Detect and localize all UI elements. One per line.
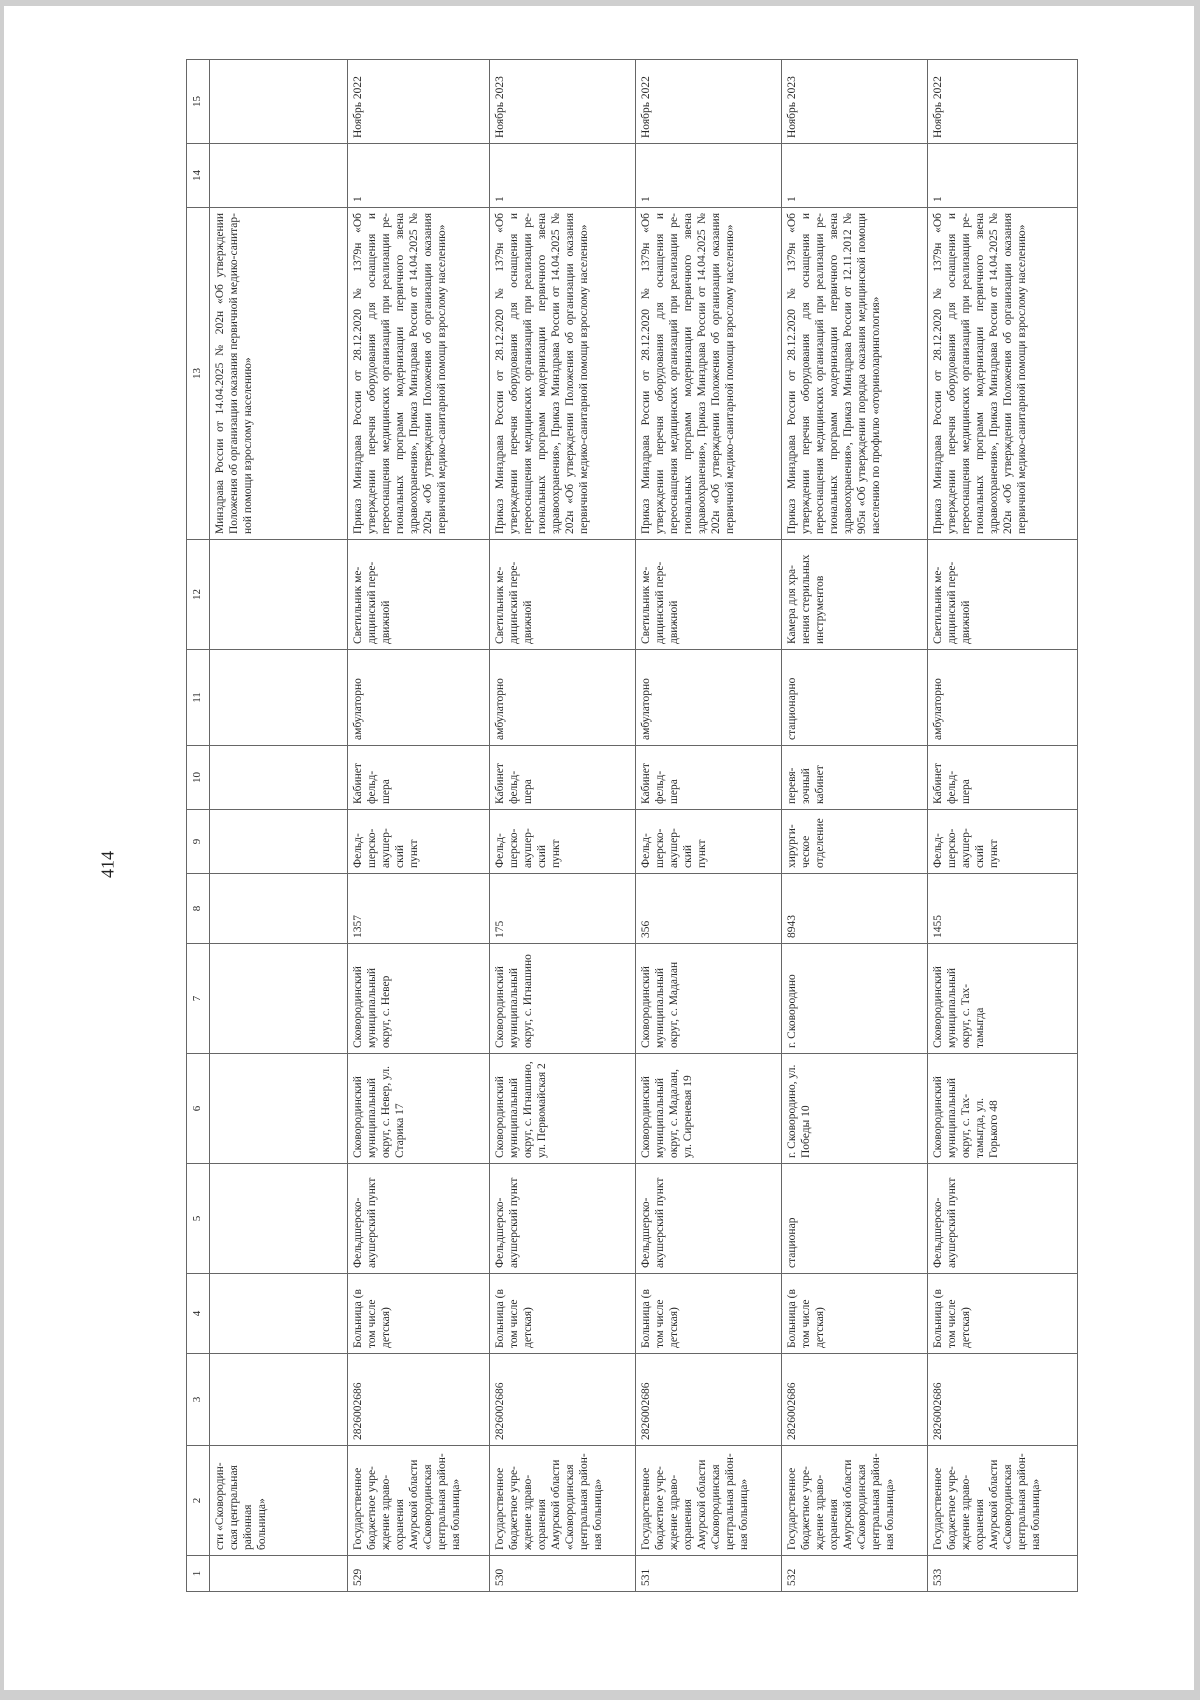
cell-care-mode: амбулаторно [928, 650, 1078, 746]
cell-date: Ноябрь 2023 [490, 60, 636, 144]
cell-organization: Государственное бюджетное учреждение здравоохранения Амурской области «Сковородинская центральная районная больница» [490, 1446, 636, 1556]
column-number: 5 [187, 1164, 210, 1274]
column-number: 10 [187, 746, 210, 810]
cell-empty [210, 144, 348, 208]
cell-care-mode: стационарно [782, 650, 928, 746]
cell-legal-basis: Приказ Минздрава России от 28.12.2020 № 1379н «Об утверждении перечня оборудования для оснащения и переоснащения медицинских организаций при реализации региональных программ модернизации первичного звена здравоохранения», Приказ Минздрава России от 14.04.2025 № 202н «Об утверждении Положения об организации оказания первичной медико-санитарной помощи взрослому населению» [636, 208, 782, 540]
cell-department: хирургическое отделение [782, 810, 928, 874]
column-number: 11 [187, 650, 210, 746]
cell-equipment: Светильник медицинский передвижной [490, 540, 636, 650]
cell-empty [210, 540, 348, 650]
cell-room: Кабинет фельдшера [490, 746, 636, 810]
cell-row-number [210, 1556, 348, 1592]
cell-empty [210, 650, 348, 746]
column-number: 13 [187, 208, 210, 540]
cell-inn: 2826002686 [782, 1354, 928, 1446]
document-page [4, 6, 1194, 1690]
cell-address: Сковородинский муниципальный округ, с. Невер, ул. Старика 17 [348, 1054, 490, 1164]
column-number: 9 [187, 810, 210, 874]
cell-row-number: 531 [636, 1556, 782, 1592]
cell-date [210, 60, 348, 144]
cell-facility-type: Больница (в том числе детская) [490, 1274, 636, 1354]
cell-legal-basis: Минздрава России от 14.04.2025 № 202н «Об утверждении Положения об организации оказания первичной медико-санитарной помощи взрослому населению» [210, 208, 348, 540]
cell-empty [210, 810, 348, 874]
cell-empty [210, 944, 348, 1054]
cell-room: Кабинет фельдшера [348, 746, 490, 810]
table-row [782, 60, 928, 1592]
rotated-table-container [186, 60, 1058, 1592]
column-number: 7 [187, 944, 210, 1054]
column-number: 2 [187, 1446, 210, 1556]
cell-quantity: 1 [348, 144, 490, 208]
cell-population: 8943 [782, 874, 928, 944]
cell-empty [210, 1354, 348, 1446]
cell-unit: Фельдшерско-акушерский пункт [928, 1164, 1078, 1274]
continued-row [210, 60, 348, 1592]
cell-inn: 2826002686 [490, 1354, 636, 1446]
cell-row-number: 529 [348, 1556, 490, 1592]
cell-organization: Государственное бюджетное учреждение здравоохранения Амурской области «Сковородинская центральная районная больница» [348, 1446, 490, 1556]
cell-facility-type: Больница (в том числе детская) [636, 1274, 782, 1354]
cell-date: Ноябрь 2022 [928, 60, 1078, 144]
column-number: 8 [187, 874, 210, 944]
cell-organization: Государственное бюджетное учреждение здравоохранения Амурской области «Сковородинская центральная районная больница» [782, 1446, 928, 1556]
cell-inn: 2826002686 [636, 1354, 782, 1446]
cell-organization: Государственное бюджетное учреждение здравоохранения Амурской области «Сковородинская центральная районная больница» [928, 1446, 1078, 1556]
cell-locality: г. Сковородино [782, 944, 928, 1054]
cell-address: Сковородинский муниципальный округ, с. Игнашино, ул. Первомайская 2 [490, 1054, 636, 1164]
cell-room: перевязочный кабинет [782, 746, 928, 810]
cell-legal-basis: Приказ Минздрава России от 28.12.2020 № 1379н «Об утверждении перечня оборудования для оснащения и переоснащения медицинских организаций при реализации региональных программ модернизации первичного звена здравоохранения», Приказ Минздрава России от 14.04.2025 № 202н «Об утверждении Положения об организации оказания первичной медико-санитарной помощи взрослому населению» [348, 208, 490, 540]
cell-room: Кабинет фельдшера [928, 746, 1078, 810]
column-number: 4 [187, 1274, 210, 1354]
cell-unit: Фельдшерско-акушерский пункт [348, 1164, 490, 1274]
cell-legal-basis: Приказ Минздрава России от 28.12.2020 № 1379н «Об утверждении перечня оборудования для оснащения и переоснащения медицинских организаций при реализации региональных программ модернизации первичного звена здравоохранения», Приказ Минздрава России от 14.04.2025 № 202н «Об утверждении Положения об организации оказания первичной медико-санитарной помощи взрослому населению» [928, 208, 1078, 540]
table-row [636, 60, 782, 1592]
cell-date: Ноябрь 2022 [636, 60, 782, 144]
column-number: 12 [187, 540, 210, 650]
cell-department: Фельдшерско-акушерский пункт [490, 810, 636, 874]
cell-facility-type: Больница (в том числе детская) [782, 1274, 928, 1354]
table-row [490, 60, 636, 1592]
cell-population: 1357 [348, 874, 490, 944]
cell-locality: Сковородинский муниципальный округ, с. Тахтамыгда [928, 944, 1078, 1054]
cell-facility-type: Больница (в том числе детская) [928, 1274, 1078, 1354]
cell-room: Кабинет фельдшера [636, 746, 782, 810]
cell-care-mode: амбулаторно [348, 650, 490, 746]
cell-care-mode: амбулаторно [490, 650, 636, 746]
cell-empty [210, 874, 348, 944]
page-number: 414 [97, 851, 118, 878]
cell-empty [210, 1054, 348, 1164]
column-number: 14 [187, 144, 210, 208]
cell-date: Ноябрь 2022 [348, 60, 490, 144]
cell-locality: Сковородинский муниципальный округ, с. Мадалан [636, 944, 782, 1054]
cell-quantity: 1 [490, 144, 636, 208]
column-number: 15 [187, 60, 210, 144]
cell-date: Ноябрь 2023 [782, 60, 928, 144]
cell-unit: Фельдшерско-акушерский пункт [490, 1164, 636, 1274]
column-number: 3 [187, 1354, 210, 1446]
cell-equipment: Камера для хранения стерильных инструментов [782, 540, 928, 650]
cell-inn: 2826002686 [928, 1354, 1078, 1446]
cell-population: 1455 [928, 874, 1078, 944]
cell-equipment: Светильник медицинский передвижной [636, 540, 782, 650]
cell-locality: Сковородинский муниципальный округ, с. Игнашино [490, 944, 636, 1054]
cell-inn: 2826002686 [348, 1354, 490, 1446]
cell-equipment: Светильник медицинский передвижной [928, 540, 1078, 650]
cell-quantity: 1 [782, 144, 928, 208]
column-number: 1 [187, 1556, 210, 1592]
cell-care-mode: амбулаторно [636, 650, 782, 746]
table-row [348, 60, 490, 1592]
cell-unit: стационар [782, 1164, 928, 1274]
cell-address: г. Сковородино, ул. Победы 10 [782, 1054, 928, 1164]
cell-empty [210, 746, 348, 810]
cell-address: Сковородинский муниципальный округ, с. Тахтамыгда, ул. Горького 48 [928, 1054, 1078, 1164]
cell-legal-basis: Приказ Минздрава России от 28.12.2020 № 1379н «Об утверждении перечня оборудования для оснащения и переоснащения медицинских организаций при реализации региональных программ модернизации первичного звена здравоохранения», Приказ Минздрава России от 14.04.2025 № 202н «Об утверждении Положения об организации оказания первичной медико-санитарной помощи взрослому населению» [490, 208, 636, 540]
cell-equipment: Светильник медицинский передвижной [348, 540, 490, 650]
cell-organization: Государственное бюджетное учреждение здравоохранения Амурской области «Сковородинская центральная районная больница» [636, 1446, 782, 1556]
cell-department: Фельдшерско-акушерский пункт [348, 810, 490, 874]
cell-organization: сти «Сковородинская центральная районная больница» [210, 1446, 348, 1556]
cell-unit: Фельдшерско-акушерский пункт [636, 1164, 782, 1274]
cell-department: Фельдшерско-акушерский пункт [928, 810, 1078, 874]
table-row [928, 60, 1078, 1592]
cell-empty [210, 1274, 348, 1354]
cell-row-number: 530 [490, 1556, 636, 1592]
cell-population: 175 [490, 874, 636, 944]
cell-legal-basis: Приказ Минздрава России от 28.12.2020 № 1379н «Об утверждении перечня оборудования для оснащения и переоснащения медицинских организаций при реализации региональных программ модернизации первичного звена здравоохранения», Приказ Минздрава России от 12.11.2012 № 905н «Об утверждении порядка оказания медицинской помощи населению по профилю «оториноларингология» [782, 208, 928, 540]
cell-population: 356 [636, 874, 782, 944]
cell-empty [210, 1164, 348, 1274]
column-number: 6 [187, 1054, 210, 1164]
column-number-row [187, 60, 210, 1592]
equipment-table [186, 59, 1078, 1592]
cell-locality: Сковородинский муниципальный округ, с. Невер [348, 944, 490, 1054]
cell-quantity: 1 [928, 144, 1078, 208]
cell-row-number: 533 [928, 1556, 1078, 1592]
cell-department: Фельдшерско-акушерский пункт [636, 810, 782, 874]
cell-facility-type: Больница (в том числе детская) [348, 1274, 490, 1354]
cell-row-number: 532 [782, 1556, 928, 1592]
cell-address: Сковородинский муниципальный округ, с. Мадалан, ул. Сиреневая 19 [636, 1054, 782, 1164]
cell-quantity: 1 [636, 144, 782, 208]
